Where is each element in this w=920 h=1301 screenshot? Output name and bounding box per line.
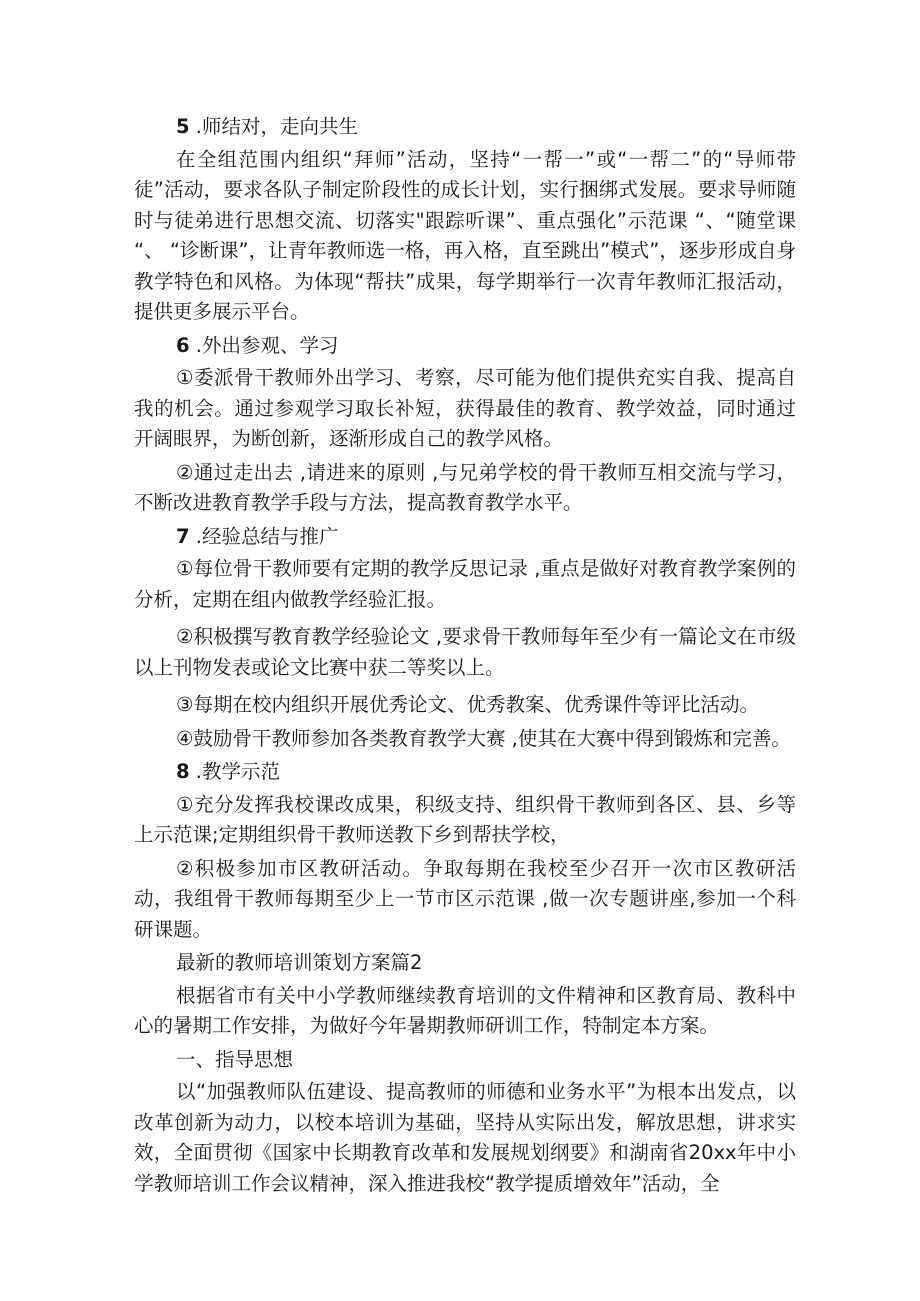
section-5-heading: [134, 112, 796, 143]
paragraph: ②通过走出去 ,请进来的原则 ,与兄弟学校的骨干教师互相交流与学习，不断改进教育教学手段与方法，提高教育教学水平。: [134, 460, 796, 514]
section-title: .师结对，走向共生: [189, 115, 358, 138]
paragraph: ①委派骨干教师外出学习、考察，尽可能为他们提供充实自我、提高自我的机会。通过参观学习取长补短，获得最佳的教育、教学效益，同时通过开阔眼界，为断创新，逐渐形成自己的教学风格。: [134, 366, 796, 450]
paragraph: ②积极参加市区教研活动。争取每期在我校至少召开一次市区教研活动，我组骨干教师每期至少上一节市区示范课 ,做一次专题讲座,参加一个科研课题。: [134, 856, 796, 941]
section-number: 8: [176, 760, 190, 783]
guiding-ideology-heading: 一、指导思想: [176, 1047, 294, 1071]
paragraph: 在全组范围内组织“拜师”活动，坚持“一帮一”或“一帮二”的“导师带徒”活动，要求各队子制定阶段性的成长计划，实行捆绑式发展。要求导师随时与徒弟进行思想交流、切落实"跟踪听课”、重点强化”示范课 “、“随堂课 “、 “诊断课”，让青年教师选一格，再入格，直至跳出”模式”，逐步形成自身教学特色和风格。为体现“帮扶”成果，每学期举行一次青年教师汇报活动，提供更多展示平台。: [134, 147, 796, 323]
paragraph: 以“加强教师队伍建设、提高教师的师德和业务水平”为根本出发点，以改革创新为动力，以校本培训为基础，坚持从实际出发，解放思想，讲求实效，全面贯彻《国家中长期教育改革和发展规划纲要》和湖南省20xx年中小学教师培训工作会议精神，深入推进我校“教学提质增效年”活动，全: [134, 1080, 796, 1195]
paragraph: 根据省市有关中小学教师继续教育培训的文件精神和区教育局、教科中心的暑期工作安排，为做好今年暑期教师研训工作，特制定本方案。: [134, 983, 796, 1037]
section-title: .外出参观、学习: [189, 333, 339, 357]
article-2-title: 最新的教师培训策划方案篇2: [176, 951, 423, 974]
section-7-heading: [134, 522, 796, 553]
section-title: .经验总结与推广: [189, 524, 339, 548]
section-8-heading: [134, 757, 796, 788]
paragraph: ②积极撰写教育教学经验论文 ,要求骨干教师每年至少有一篇论文在市级以上刊物发表或论文比赛中获二等奖以上。: [134, 625, 796, 679]
paragraph: ④鼓励骨干教师参加各类教育教学大赛 ,使其在大赛中得到锻炼和完善。: [176, 726, 791, 750]
paragraph: ①充分发挥我校课改成果，积级支持、组织骨干教师到各区、县、乡等上示范课;定期组织骨干教师送教下乡到帮扶学校，: [134, 792, 796, 846]
section-6-heading: [134, 331, 796, 362]
section-number: 7: [176, 524, 190, 548]
section-number: 5: [176, 115, 190, 138]
paragraph: ①每位骨干教师要有定期的教学反思记录 ,重点是做好对教育教学案例的分析，定期在组内做教学经验汇报。: [134, 557, 796, 611]
section-number: 6: [176, 333, 190, 357]
document-body: [134, 112, 796, 1202]
section-title: .教学示范: [189, 760, 280, 783]
paragraph: ③每期在校内组织开展优秀论文、优秀教案、优秀课件等评比活动。: [176, 693, 759, 716]
